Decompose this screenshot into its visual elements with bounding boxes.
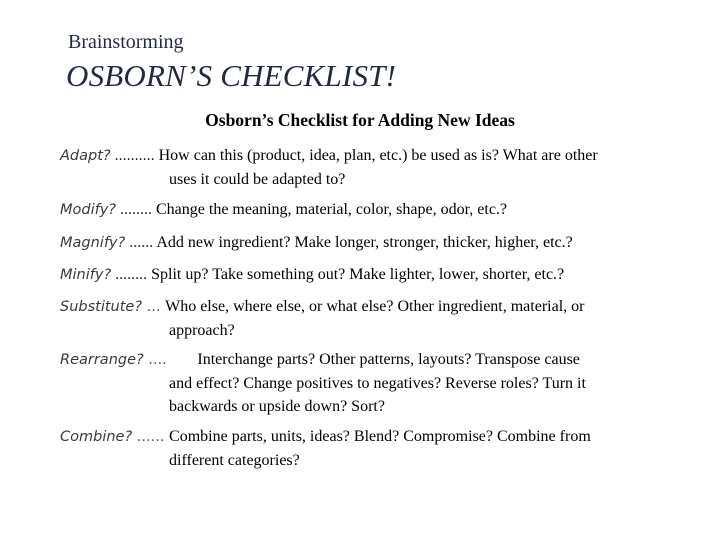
item-description-continued: backwards or upside down? Sort? [169, 398, 385, 415]
checklist-item-substitute [60, 295, 584, 342]
checklist-subtitle: Osborn’s Checklist for Adding New Ideas [205, 110, 515, 130]
item-description: Interchange parts? Other patterns, layouts? Transpose cause [197, 351, 580, 368]
item-term: Modify? [60, 202, 116, 218]
checklist-item-magnify [60, 231, 573, 255]
item-leader-dots: .... [143, 352, 172, 368]
item-description-continued: and effect? Change positives to negatives? Reverse roles? Turn it [169, 375, 586, 392]
item-description-continued: approach? [169, 322, 235, 339]
checklist-item-adapt [60, 144, 598, 191]
item-leader-dots: ... [142, 299, 166, 315]
item-description-continued: uses it could be adapted to? [169, 171, 346, 188]
item-leader-dots: ...... [125, 234, 157, 251]
item-description-continued: different categories? [169, 452, 300, 469]
item-description: How can this (product, idea, plan, etc.) be used as is? What are other [158, 147, 598, 164]
item-term: Adapt? [60, 148, 111, 164]
checklist-item-modify [60, 198, 507, 222]
item-term: Combine? [60, 429, 133, 445]
checklist-item-combine [60, 425, 591, 472]
slide-kicker: Brainstorming [68, 31, 184, 53]
item-description: Change the meaning, material, color, shape, odor, etc.? [156, 201, 508, 218]
item-term: Rearrange? [60, 352, 144, 368]
item-description: Split up? Take something out? Make lighter, lower, shorter, etc.? [151, 266, 565, 283]
checklist-item-rearrange [60, 348, 586, 418]
item-description: Add new ingredient? Make longer, stronger, thicker, higher, etc.? [156, 234, 573, 251]
item-leader-dots: ...... [132, 429, 170, 445]
item-leader-dots: ........ [116, 201, 156, 218]
item-leader-dots: ........ [111, 266, 152, 283]
slide-title: OSBORN’S CHECKLIST! [66, 58, 397, 93]
item-description: Combine parts, units, ideas? Blend? Compromise? Combine from [169, 428, 591, 445]
item-term: Magnify? [60, 235, 126, 251]
item-description: Who else, where else, or what else? Other ingredient, material, or [165, 298, 585, 315]
item-term: Substitute? [60, 299, 143, 315]
item-leader-dots: .......... [110, 147, 159, 164]
checklist-item-minify [60, 263, 564, 287]
item-term: Minify? [60, 267, 112, 283]
